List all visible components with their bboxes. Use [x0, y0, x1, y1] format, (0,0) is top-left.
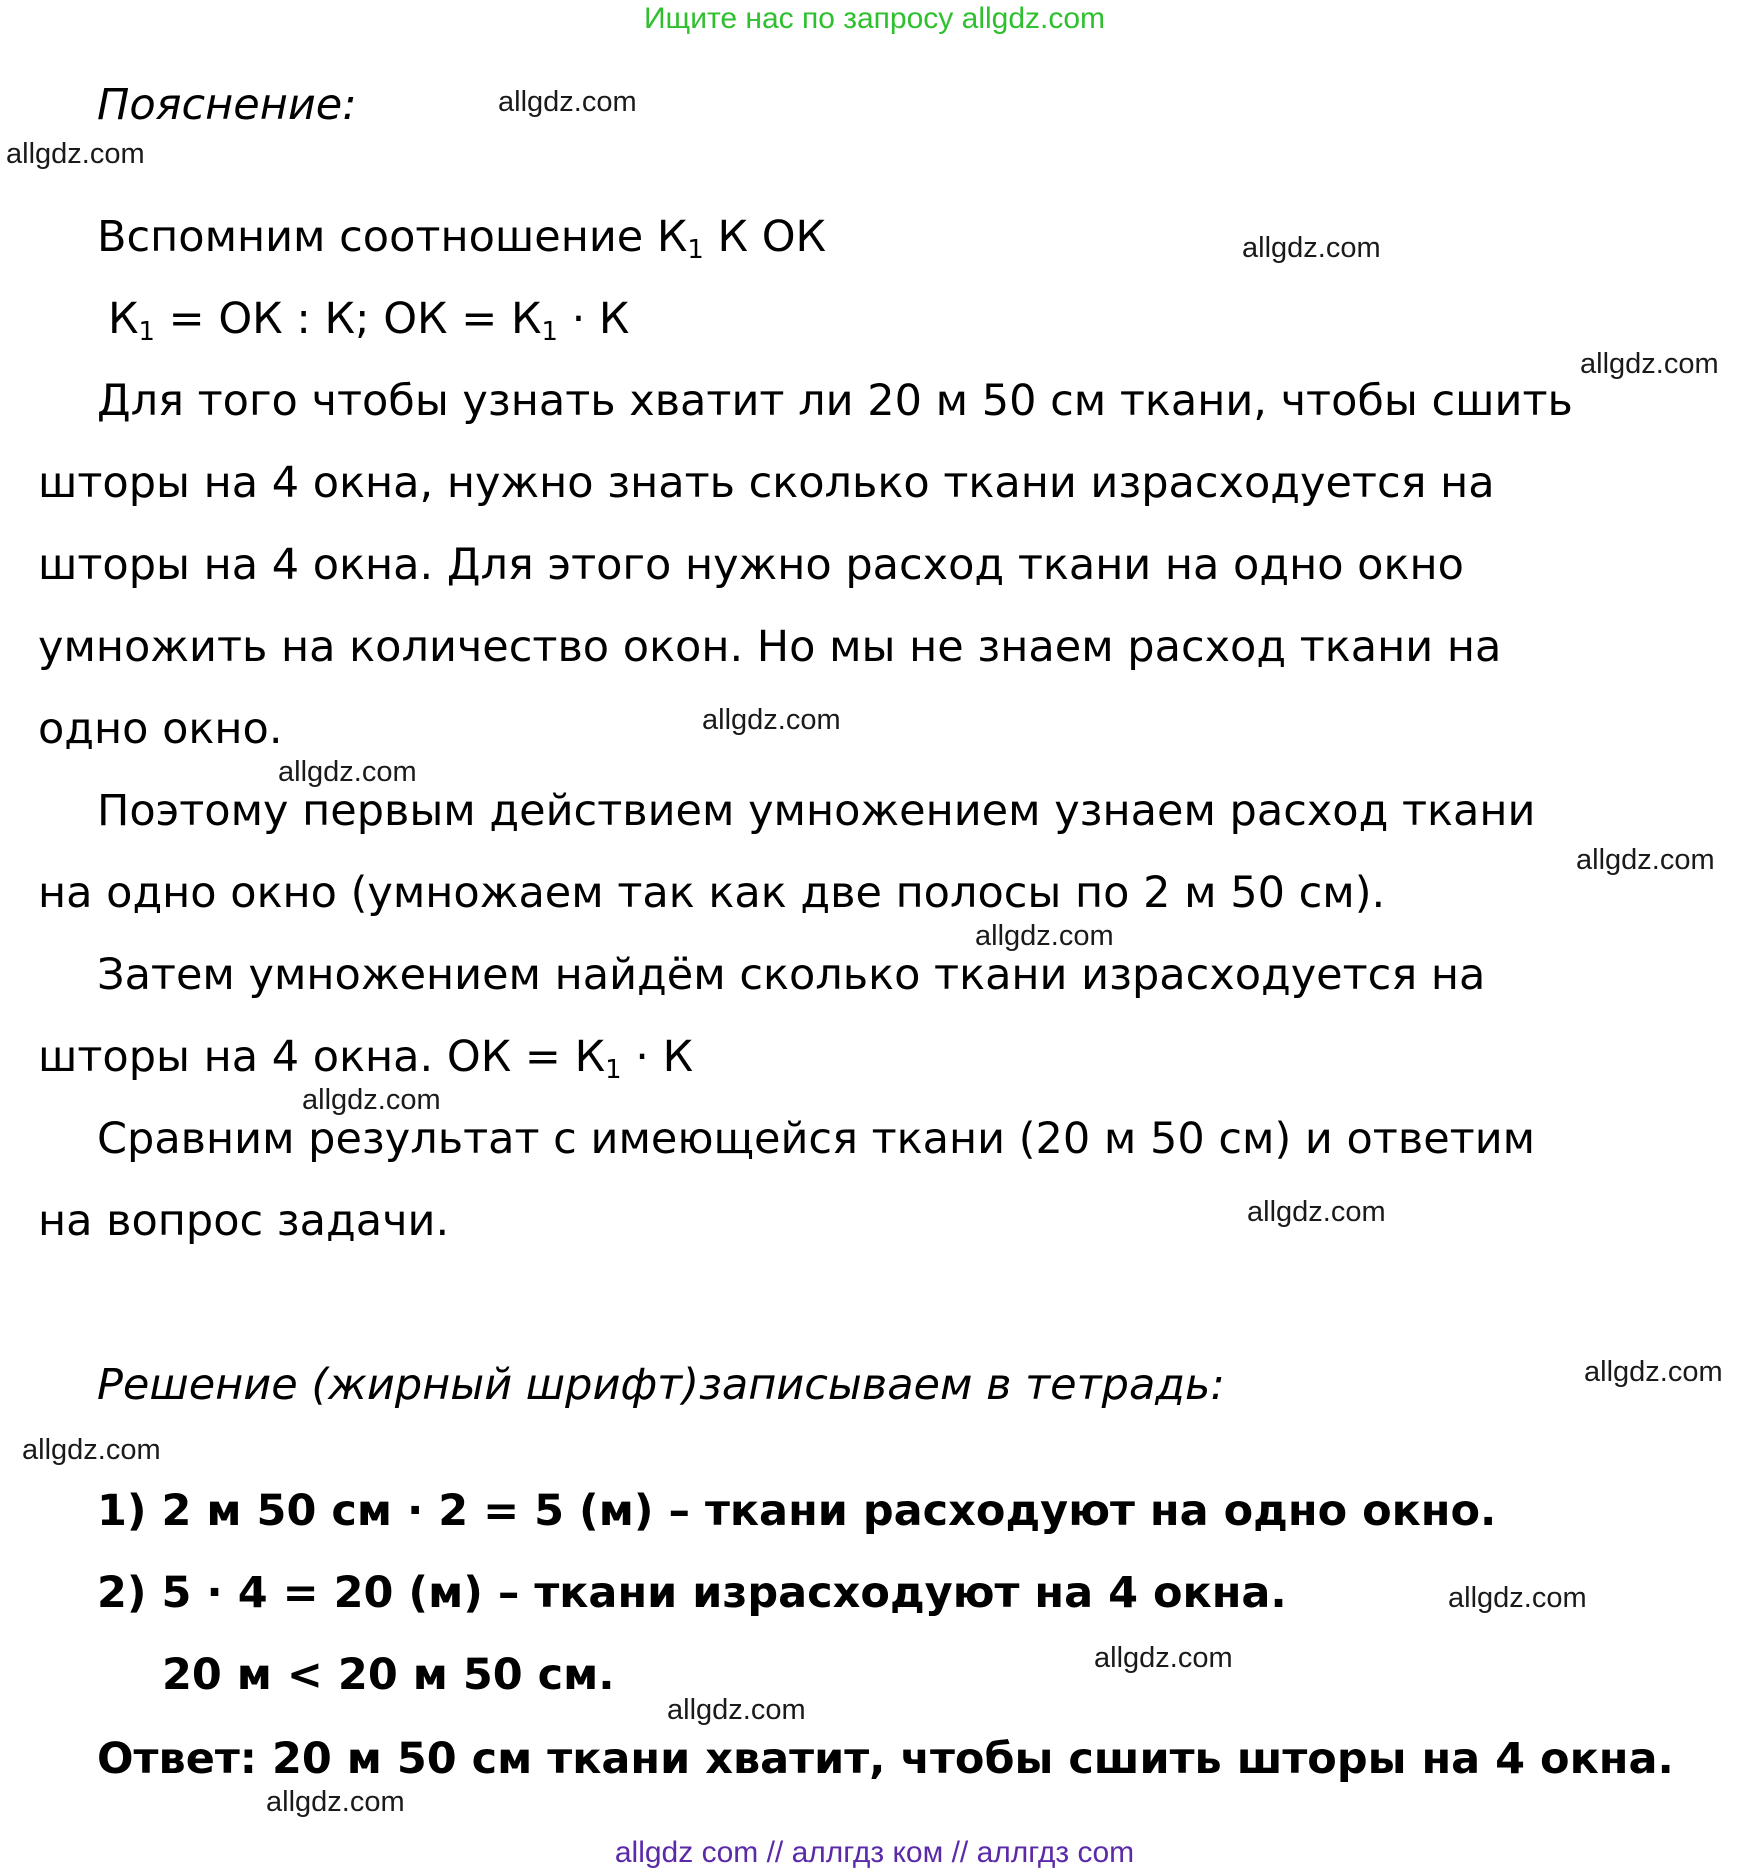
solution-answer: Ответ: 20 м 50 см ткани хватит, чтобы сшить шторы на 4 окна. — [97, 1734, 1674, 1784]
formula-part-a: К — [108, 294, 139, 344]
watermark: allgdz.com — [1242, 232, 1381, 264]
paragraph-line: Затем умножением найдём сколько ткани израсходуется на — [97, 950, 1486, 1000]
solution-step: 20 м < 20 м 50 см. — [162, 1650, 615, 1700]
recall-sub: 1 — [687, 235, 704, 266]
formula-part-c: · К — [557, 294, 630, 344]
watermark: allgdz.com — [302, 1084, 441, 1116]
formula-sub-1: 1 — [138, 317, 155, 348]
watermark: allgdz.com — [975, 920, 1114, 952]
watermark: allgdz.com — [278, 756, 417, 788]
paragraph-line: на одно окно (умножаем так как две полосы по 2 м 50 см). — [38, 868, 1386, 918]
formula-sentence-prefix: шторы на 4 окна. ОК = К — [38, 1032, 606, 1082]
paragraph-line: шторы на 4 окна. Для этого нужно расход ткани на одно окно — [38, 540, 1464, 590]
paragraph-line: одно окно. — [38, 704, 283, 754]
compare-line: Сравним результат с имеющейся ткани (20 м 50 см) и ответим — [97, 1114, 1536, 1164]
paragraph-line: Поэтому первым действием умножением узнаем расход ткани — [97, 786, 1536, 836]
formula-sentence-sub: 1 — [605, 1055, 622, 1086]
recall-prefix: Вспомним соотношение К — [97, 212, 688, 262]
paragraph-line: шторы на 4 окна, нужно знать сколько ткани израсходуется на — [38, 458, 1495, 508]
watermark: allgdz.com — [702, 704, 841, 736]
compare-line: на вопрос задачи. — [38, 1196, 450, 1246]
site-banner: Ищите нас по запросу allgdz.com — [643, 2, 1106, 35]
watermark: allgdz.com — [6, 138, 145, 170]
watermark: allgdz.com — [667, 1694, 806, 1726]
watermark: allgdz.com — [266, 1786, 405, 1818]
recall-suffix: К ОК — [703, 212, 827, 262]
solution-heading: Решение (жирный шрифт)записываем в тетрадь: — [97, 1360, 1225, 1410]
watermark: allgdz.com — [1448, 1582, 1587, 1614]
formula-sub-2: 1 — [541, 317, 558, 348]
watermark: allgdz.com — [1094, 1642, 1233, 1674]
watermark: allgdz.com — [1576, 844, 1715, 876]
watermark: allgdz.com — [498, 86, 637, 118]
watermark: allgdz.com — [1584, 1356, 1723, 1388]
formula-part-b: = ОК : К; ОК = К — [154, 294, 542, 344]
formula-sentence-suffix: · К — [621, 1032, 694, 1082]
paragraph-line: Для того чтобы узнать хватит ли 20 м 50 см ткани, чтобы сшить — [97, 376, 1573, 426]
explanation-heading: Пояснение: — [97, 80, 357, 130]
recall-line — [97, 212, 827, 266]
solution-step: 2) 5 · 4 = 20 (м) – ткани израсходуют на 4 окна. — [97, 1568, 1287, 1618]
formula-line — [108, 294, 630, 348]
paragraph-line: умножить на количество окон. Но мы не знаем расход ткани на — [38, 622, 1502, 672]
watermark: allgdz.com — [1580, 348, 1719, 380]
formula-sentence-line — [38, 1032, 694, 1086]
watermark: allgdz.com — [1247, 1196, 1386, 1228]
watermark: allgdz.com — [22, 1434, 161, 1466]
solution-step: 1) 2 м 50 см · 2 = 5 (м) – ткани расходуют на одно окно. — [97, 1486, 1497, 1536]
site-footer: allgdz com // аллгдз ком // аллгдз com — [614, 1836, 1135, 1869]
